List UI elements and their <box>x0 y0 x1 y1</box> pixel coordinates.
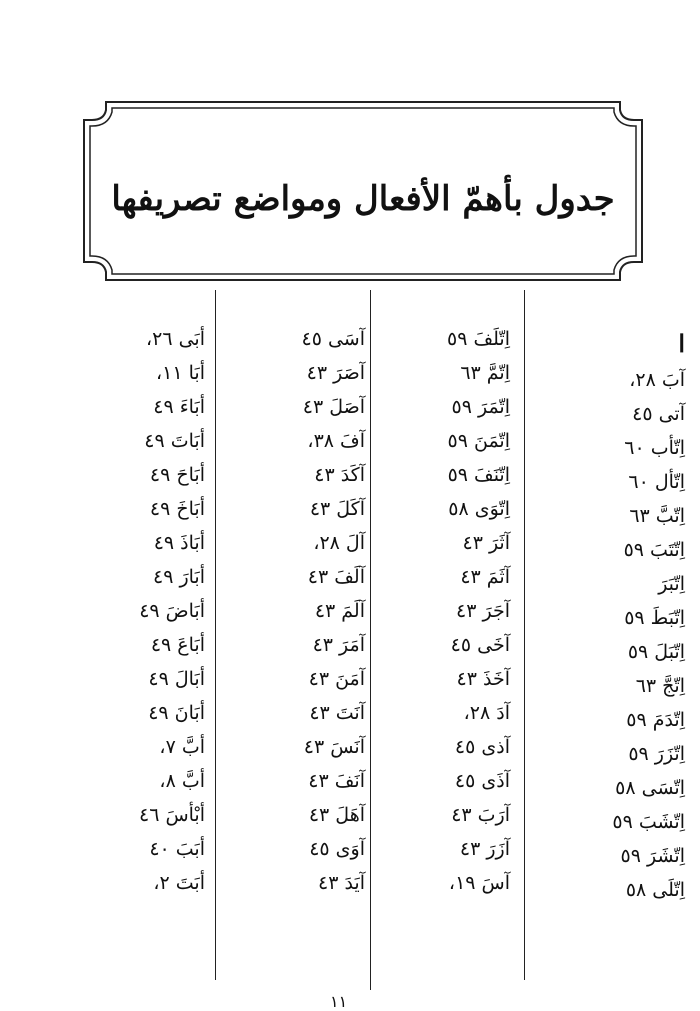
verb-entry: آدَ ۲۸، <box>463 702 510 724</box>
verb-entry: آجَرَ ٤٣ <box>456 600 510 622</box>
verb-entry: اِتّلَى ٥٨ <box>625 879 685 901</box>
verb-entry: اِتّشَرَ ٥٩ <box>620 845 685 867</box>
verb-entry: آلَمَ ٤٣ <box>314 600 365 622</box>
verb-entry: آذَى ٤٥ <box>454 770 510 792</box>
verb-entry: أبَاخَ ٤٩ <box>149 498 205 520</box>
page-title: جدول بأهمّ الأفعال ومواضع تصريفها <box>111 179 615 219</box>
verb-entry: آهَلَ ٤٣ <box>308 804 365 826</box>
verb-column-4 <box>80 322 205 900</box>
verb-entry: أبَّ ۸، <box>159 770 205 792</box>
column-divider <box>215 290 216 980</box>
verb-entry: آلَ ۲۸، <box>313 532 365 554</box>
verb-entry: اِتّبَلَ ٥٩ <box>627 641 685 663</box>
verb-entry: أبَا ۱۱، <box>156 362 205 384</box>
verb-entry: أبَاحَ ٤٩ <box>149 464 205 486</box>
verb-entry: آسَ ۱۹، <box>448 872 510 894</box>
verb-entry: آمَرَ ٤٣ <box>312 634 365 656</box>
verb-entry: اِتّلَفَ ٥٩ <box>447 328 510 350</box>
verb-entry: اِتّمَرَ ٥٩ <box>451 396 510 418</box>
verb-entry: آزَرَ ٤٣ <box>459 838 510 860</box>
verb-entry: آرَبَ ٤٣ <box>451 804 510 826</box>
verb-entry: أبَاعَ ٤٩ <box>150 634 205 656</box>
verb-entry: آثَمَ ٤٣ <box>460 566 510 588</box>
verb-entry: آنَسَ ٤٣ <box>303 736 365 758</box>
page-number: ١١ <box>330 992 348 1011</box>
verb-entry: آصَرَ ٤٣ <box>306 362 365 384</box>
verb-entry: أبَاذَ ٤٩ <box>153 532 205 554</box>
verb-entry: اِتّبَرَ <box>658 573 685 595</box>
verb-entry: أبَى ۲٦، <box>145 328 205 350</box>
verb-entry: أبَّ ۷، <box>159 736 205 758</box>
verb-entry: أبَانَ ٤٩ <box>148 702 205 724</box>
column-divider <box>524 290 525 980</box>
verb-entry: آوَى ٤٥ <box>309 838 365 860</box>
verb-entry: اِتّشَبَ ٥٩ <box>612 811 685 833</box>
verb-entry: اِتّأل ٦٠ <box>628 471 685 493</box>
verb-entry: آلَفَ ٤٣ <box>307 566 365 588</box>
verb-entry: آصَلَ ٤٣ <box>302 396 365 418</box>
verb-entry: أبْأسَ ٤٦ <box>138 804 205 826</box>
verb-entry: اِتّمَّ ٦٣ <box>460 362 510 384</box>
verb-column-1 <box>575 325 685 907</box>
verb-entry: آذى ٤٥ <box>454 736 510 758</box>
letter-heading: ا <box>678 329 685 358</box>
verb-entry: اِتّدَمَ ٥٩ <box>626 709 685 731</box>
verb-entry: أبَبَ ٤٠ <box>149 838 205 860</box>
verb-entry: آكَلَ ٤٣ <box>309 498 365 520</box>
verb-entry: آيَدَ ٤٣ <box>317 872 365 894</box>
verb-entry: اِتّتَبَ ٥٩ <box>623 539 685 561</box>
column-divider <box>370 290 371 990</box>
verb-entry: اِتّمَنَ ٥٩ <box>447 430 510 452</box>
verb-entry: آنَتَ ٤٣ <box>309 702 365 724</box>
verb-entry: آتى ٤٥ <box>632 403 685 425</box>
verb-entry: آخَذَ ٤٣ <box>456 668 510 690</box>
verb-entry: آبَ ۲۸، <box>629 369 685 391</box>
verb-entry: اِتّأب ٦٠ <box>624 437 685 459</box>
verb-entry: أبَارَ ٤٩ <box>153 566 205 588</box>
verb-column-2 <box>395 322 510 900</box>
verb-entry: آسَى ٤٥ <box>301 328 365 350</box>
verb-entry: آنَفَ ٤٣ <box>308 770 365 792</box>
verb-entry: آمَنَ ٤٣ <box>308 668 365 690</box>
verb-column-3 <box>240 322 365 900</box>
verb-entry: أبَاتَ ٤٩ <box>144 430 205 452</box>
verb-entry: اِتّوَى ٥٨ <box>448 498 510 520</box>
verb-entry: آكَدَ ٤٣ <box>314 464 365 486</box>
verb-entry: أبَاءَ ٤٩ <box>153 396 205 418</box>
verb-entry: آثَرَ ٤٣ <box>462 532 510 554</box>
verb-entry: اِتّزَرَ ٥٩ <box>628 743 685 765</box>
verb-entry: آخَى ٤٥ <box>450 634 510 656</box>
verb-entry: اِتّجَّ ٦٣ <box>635 675 685 697</box>
verb-entry: أبَتَ ۲، <box>153 872 205 894</box>
verb-entry: اِتّبَطَ ٥٩ <box>624 607 685 629</box>
verb-entry: اِتّنَفَ ٥٩ <box>447 464 510 486</box>
verb-entry: اِتّسَى ٥٨ <box>615 777 685 799</box>
verb-entry: أبَاضَ ٤٩ <box>139 600 205 622</box>
title-frame <box>78 96 648 286</box>
verb-entry: اِتّبَّ ٦٣ <box>629 505 685 527</box>
verb-entry: آفَ ۳۸، <box>307 430 365 452</box>
verb-entry: أبَالَ ٤٩ <box>148 668 205 690</box>
